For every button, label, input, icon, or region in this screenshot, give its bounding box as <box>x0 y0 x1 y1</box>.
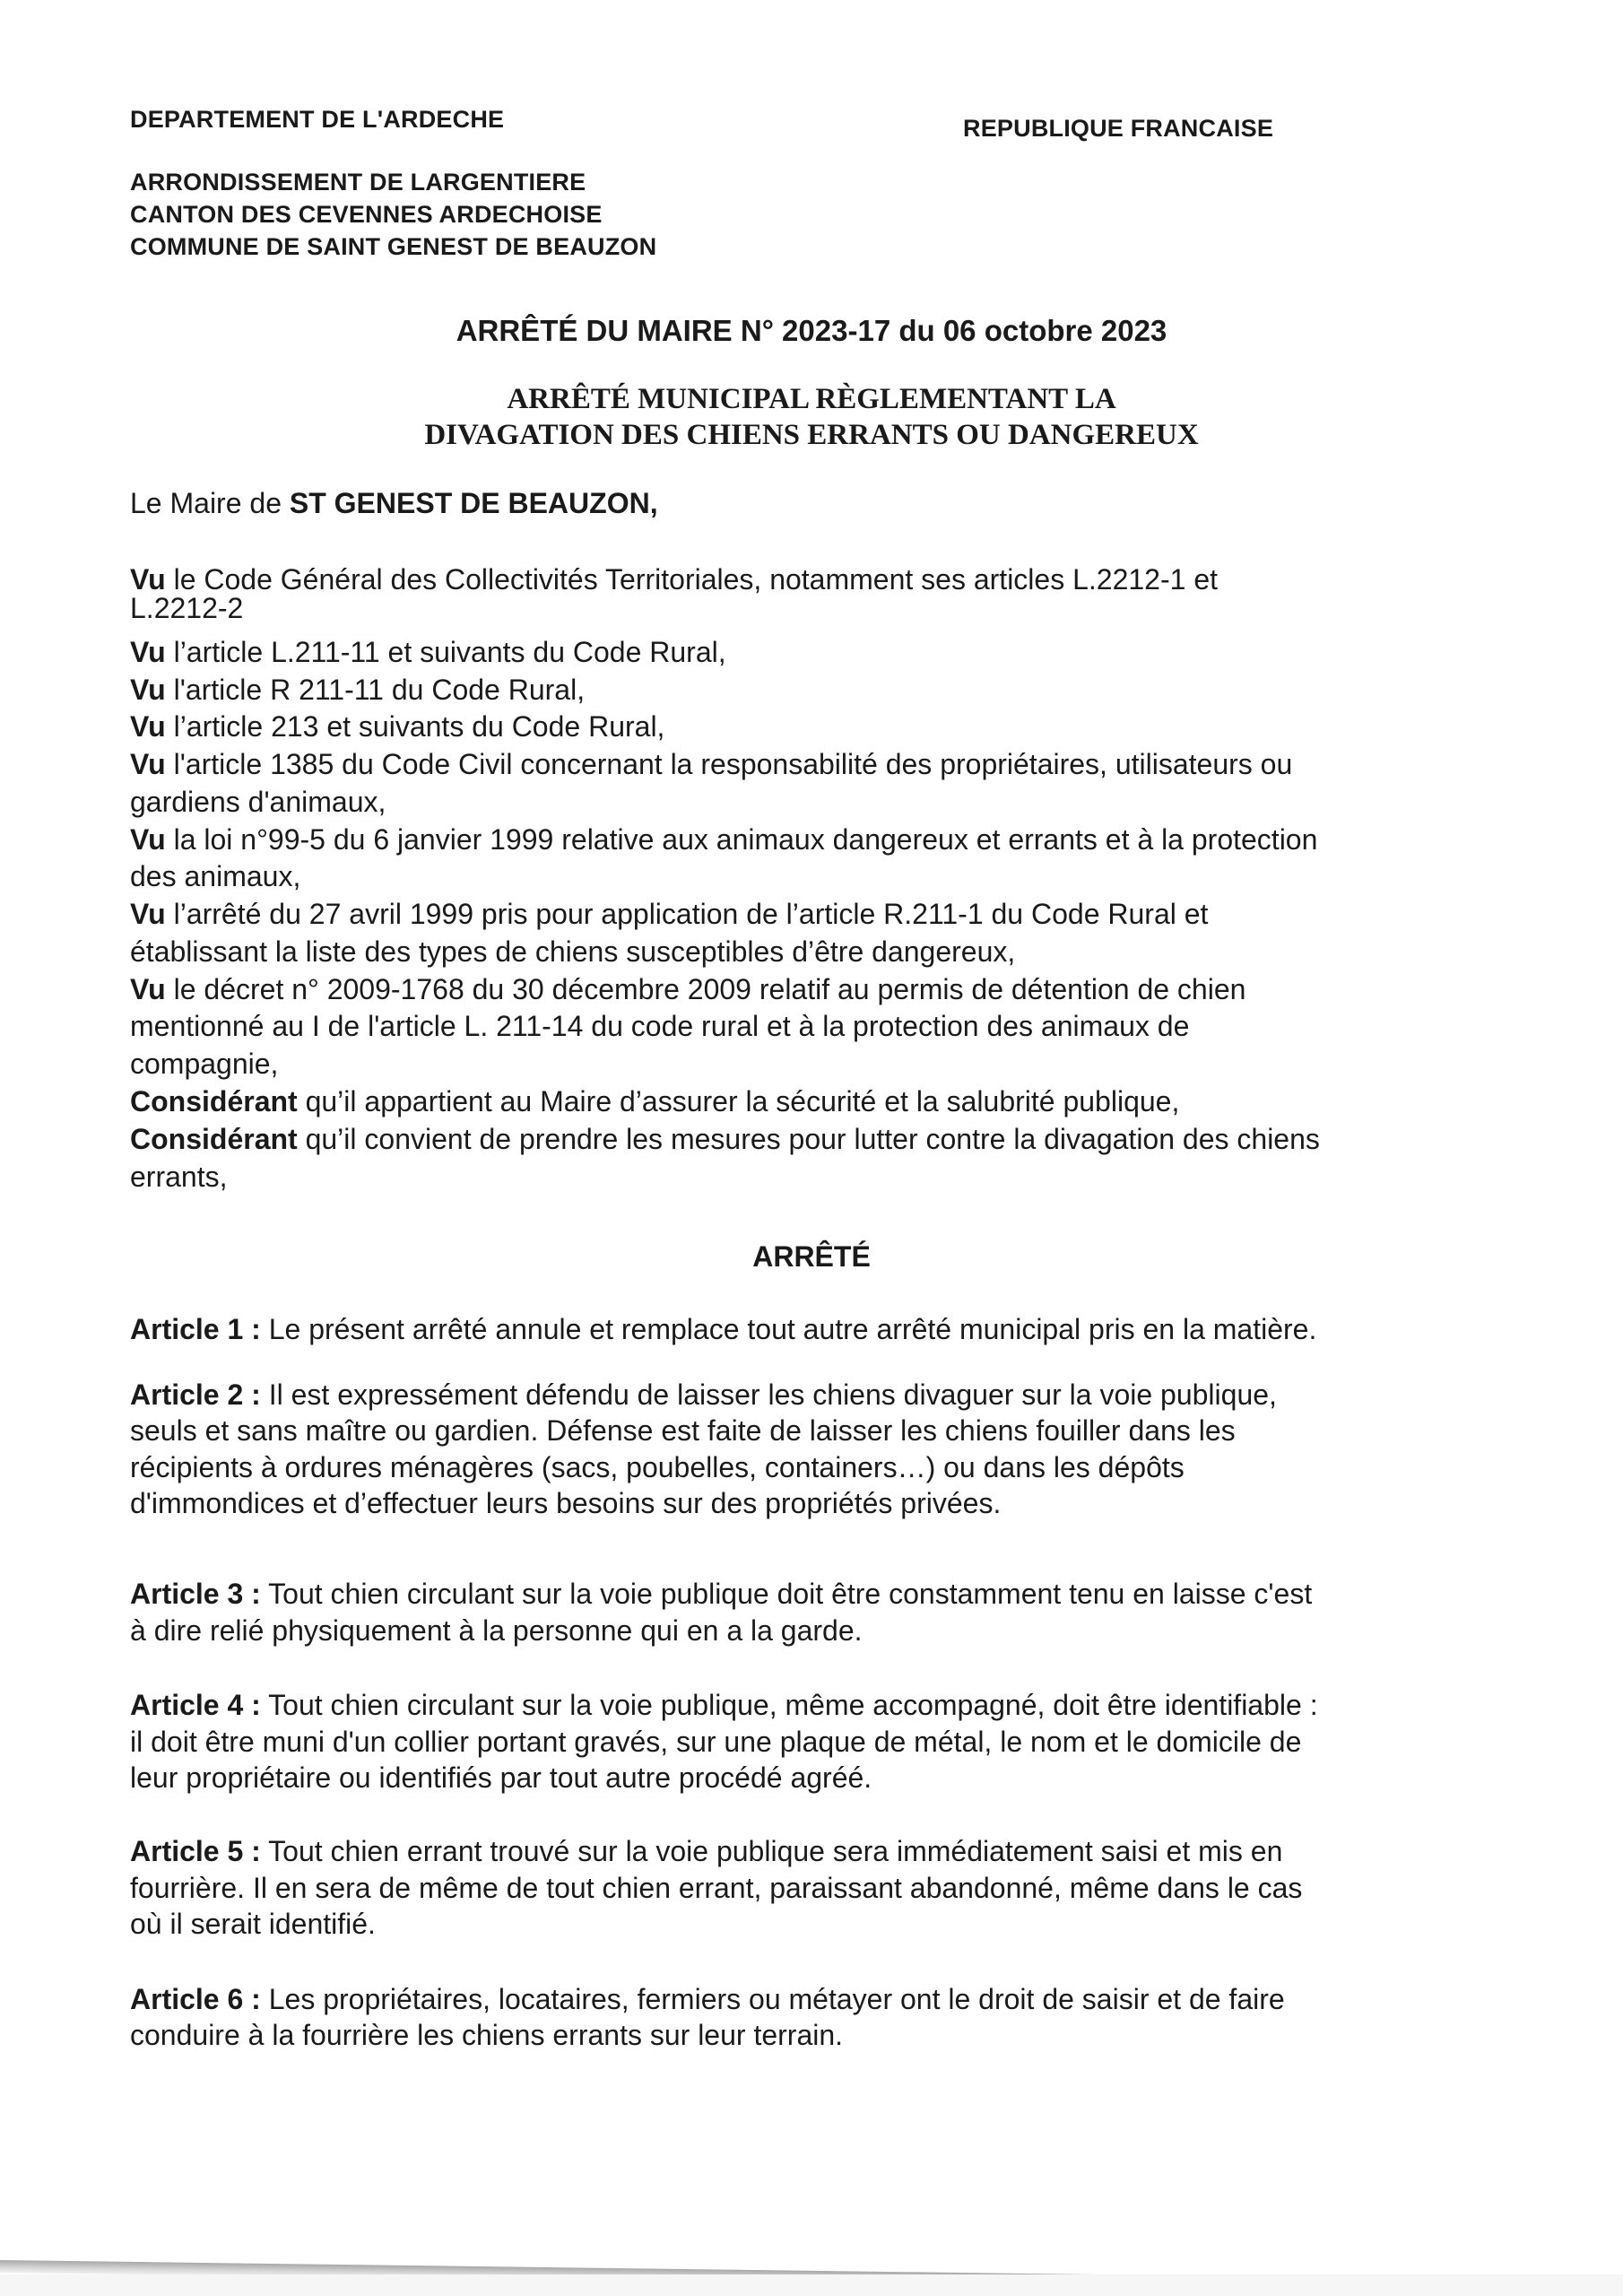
arrondissement-label: ARRONDISSEMENT DE LARGENTIERE <box>130 169 586 196</box>
article-text: où il serait identifié. <box>130 1908 376 1940</box>
visa-line <box>130 710 664 744</box>
article-text: Tout chien circulant sur la voie publique, même accompagné, doit être identifiable : <box>260 1689 1318 1721</box>
visa-line <box>130 935 1015 969</box>
visa-line <box>130 1048 278 1081</box>
article-text: fourrière. Il en sera de même de tout chien errant, paraissant abandonné, même dans le cas <box>130 1872 1303 1904</box>
decree-subject-line2: DIVAGATION DES CHIENS ERRANTS OU DANGEREUX <box>424 419 1199 451</box>
visa-line <box>130 1123 1320 1156</box>
visa-line <box>130 823 1317 857</box>
visa-lead: Vu <box>130 710 166 743</box>
article-line <box>130 1451 1185 1484</box>
article-label: Article 2 : <box>130 1378 261 1411</box>
mayor-intro <box>130 487 658 520</box>
visa-text: l'article R 211-11 du Code Rural, <box>165 674 586 706</box>
article-line <box>130 1908 376 1941</box>
visa-text: errants, <box>130 1161 228 1193</box>
visa-line <box>130 973 1245 1006</box>
article-line <box>130 1414 1236 1448</box>
article-text: Tout chien circulant sur la voie publique doit être constamment tenu en laisse c'est <box>260 1578 1313 1610</box>
visa-lead: Considérant <box>130 1123 298 1155</box>
visa-lead: Vu <box>130 973 166 1005</box>
article-line <box>130 1578 1312 1611</box>
visa-text: compagnie, <box>130 1048 279 1080</box>
visa-line <box>130 1161 227 1194</box>
article-line <box>130 1872 1302 1905</box>
visa-text: établissant la liste des types de chiens susceptibles d’être dangereux, <box>130 935 1016 968</box>
article-label: Article 5 : <box>130 1835 261 1867</box>
visa-text: l’article 213 et suivants du Code Rural, <box>165 710 665 743</box>
visa-line <box>130 860 300 893</box>
visa-text: l’article L.211-11 et suivants du Code Rural, <box>165 636 726 668</box>
visa-line <box>130 563 1218 596</box>
article-line <box>130 1835 1282 1868</box>
article-line <box>130 1726 1301 1759</box>
article-line <box>130 1378 1277 1412</box>
article-text: à dire relié physiquement à la personne qui en a la garde. <box>130 1614 863 1647</box>
article-label: Article 3 : <box>130 1578 261 1610</box>
visa-text: le décret n° 2009-1768 du 30 décembre 2009 relatif au permis de détention de chien <box>165 973 1246 1005</box>
visa-text: l’arrêté du 27 avril 1999 pris pour application de l’article R.211-1 du Code Rural et <box>165 898 1209 930</box>
visa-lead: Considérant <box>130 1085 298 1118</box>
visa-line <box>130 1085 1179 1118</box>
article-text: Le présent arrêté annule et remplace tout autre arrêté municipal pris en la matière. <box>260 1313 1317 1345</box>
decree-subject-line1: ARRÊTÉ MUNICIPAL RÈGLEMENTANT LA <box>507 383 1116 415</box>
visa-lead: Vu <box>130 636 166 668</box>
mayor-intro-prefix: Le Maire de <box>130 487 290 519</box>
visa-lead: Vu <box>130 823 166 856</box>
commune-label: COMMUNE DE SAINT GENEST DE BEAUZON <box>130 233 657 260</box>
article-line <box>130 1487 1001 1520</box>
visa-lead: Vu <box>130 898 166 930</box>
visa-line <box>130 786 386 819</box>
article-label: Article 4 : <box>130 1689 261 1721</box>
article-text: récipients à ordures ménagères (sacs, poubelles, containers…) ou dans les dépôts <box>130 1451 1185 1483</box>
canton-label: CANTON DES CEVENNES ARDECHOISE <box>130 201 603 228</box>
visa-line <box>130 674 585 707</box>
article-label: Article 1 : <box>130 1313 261 1345</box>
visa-lead: Vu <box>130 748 166 780</box>
visa-line <box>130 636 726 669</box>
article-line <box>130 1614 863 1648</box>
article-text: Tout chien errant trouvé sur la voie publique sera immédiatement saisi et mis en <box>260 1835 1283 1867</box>
article-line <box>130 1313 1316 1346</box>
visa-text: l'article 1385 du Code Civil concernant la responsabilité des propriétaires, utilisateurs ou <box>165 748 1293 780</box>
article-text: seuls et sans maître ou gardien. Défense est faite de laisser les chiens fouiller dans les <box>130 1414 1236 1447</box>
visa-lead: Vu <box>130 674 166 706</box>
visa-text: le Code Général des Collectivités Territoriales, notamment ses articles L.2212-1 et <box>165 563 1218 596</box>
visa-text: mentionné au I de l'article L. 211-14 du code rural et à la protection des animaux de <box>130 1010 1190 1042</box>
republique-label: REPUBLIQUE FRANCAISE <box>963 115 1274 142</box>
article-line <box>130 1761 872 1795</box>
visa-text: la loi n°99-5 du 6 janvier 1999 relative aux animaux dangereux et errants et à la protection <box>165 823 1318 856</box>
visa-line <box>130 1010 1189 1043</box>
visa-text: des animaux, <box>130 860 301 892</box>
article-text: il doit être muni d'un collier portant gravés, sur une plaque de métal, le nom et le domicile de <box>130 1726 1302 1758</box>
visa-lead: Vu <box>130 563 166 596</box>
scan-background <box>0 2274 1623 2296</box>
article-label: Article 6 : <box>130 1983 261 2015</box>
visa-line <box>130 748 1292 781</box>
article-line <box>130 1983 1285 2016</box>
visa-text: qu’il convient de prendre les mesures pour lutter contre la divagation des chiens <box>297 1123 1320 1155</box>
article-line <box>130 1689 1318 1722</box>
arrete-heading: ARRÊTÉ <box>752 1240 871 1273</box>
article-line <box>130 2019 843 2052</box>
visa-text: gardiens d'animaux, <box>130 786 386 818</box>
visa-text: qu’il appartient au Maire d’assurer la sécurité et la salubrité publique, <box>297 1085 1180 1118</box>
departement-label: DEPARTEMENT DE L'ARDECHE <box>130 106 505 133</box>
article-text: Il est expressément défendu de laisser les chiens divaguer sur la voie publique, <box>260 1378 1277 1411</box>
visa-line <box>130 592 243 625</box>
article-text: conduire à la fourrière les chiens errants sur leur terrain. <box>130 2019 844 2051</box>
article-text: leur propriétaire ou identifiés par tout autre procédé agréé. <box>130 1761 872 1794</box>
mayor-intro-commune: ST GENEST DE BEAUZON, <box>289 487 658 519</box>
visa-text: L.2212-2 <box>130 592 244 624</box>
article-text: Les propriétaires, locataires, fermiers ou métayer ont le droit de saisir et de faire <box>260 1983 1285 2015</box>
visa-line <box>130 898 1208 931</box>
decree-number-title: ARRÊTÉ DU MAIRE N° 2023-17 du 06 octobre 2023 <box>456 314 1167 347</box>
article-text: d'immondices et d’effectuer leurs besoins sur des propriétés privées. <box>130 1487 1002 1519</box>
